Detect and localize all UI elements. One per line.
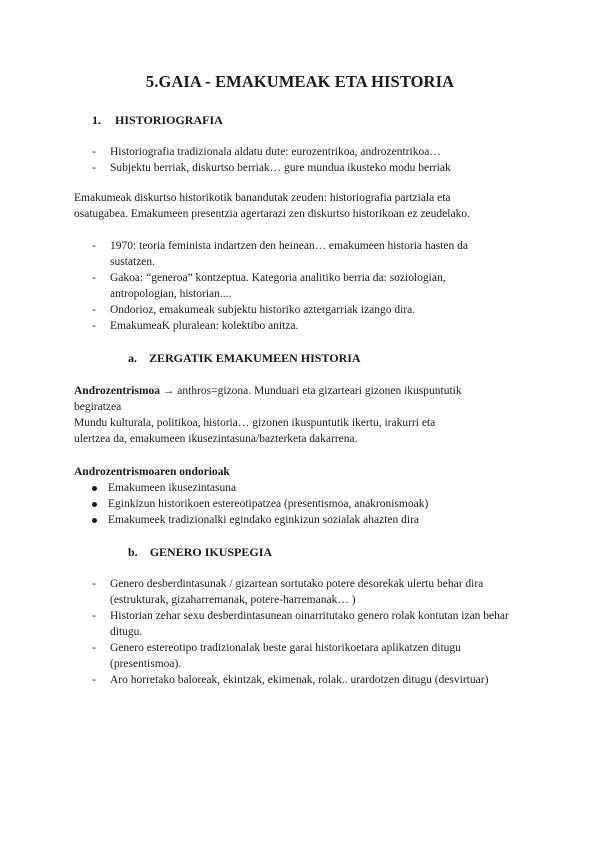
dash-mark: - bbox=[92, 578, 96, 590]
definition-text: → anthros=gizona. Munduari eta gizarteari gizonen ikuspuntutik begiratzea bbox=[74, 385, 462, 413]
list-item: - Genero desberdintasunak / gizartean sortutako potere desorekak ulertu behar dira (estrukturak, gizaharremanak, potere-harremanak… ) bbox=[92, 578, 484, 606]
definition-term: Androzentrismoa bbox=[74, 385, 161, 397]
list-item: - Gakoa: “generoa” kontzeptua. Kategoria analitiko berria da: soziologian, antropologian, historian.... bbox=[92, 272, 446, 300]
androzentrismoa-paragraph: Mundu kulturala, politikoa, historia… gizonen ikuspuntutik ikertu, irakurri eta ulertzea da, emakumeen ikusezintasuna/bazterketa dakarrena. bbox=[74, 417, 436, 445]
section-1-title: HISTORIOGRAFIA bbox=[115, 113, 223, 127]
dash-mark: - bbox=[92, 272, 96, 284]
dash-mark: - bbox=[92, 674, 96, 686]
section-b-heading bbox=[128, 544, 272, 560]
list-item: - 1970: teoria feminista indartzen den heinean… emakumeen historia hasten da sustatzen. bbox=[92, 240, 468, 268]
section-1-paragraph: Emakumeak diskurtso historikotik banandutak zeuden: historiografia partziala eta osatugabea. Emakumeen presentzia agertarazi zen diskurtso historikoan ez zeudelako. bbox=[74, 192, 470, 220]
bullet-icon bbox=[92, 486, 97, 491]
dash-mark: - bbox=[92, 642, 96, 654]
page-title: 5.GAIA - EMAKUMEAK ETA HISTORIA bbox=[145, 72, 455, 91]
list-item: Emakumeek tradizionalki egindako eginkizun sozialak ahazten dira bbox=[92, 512, 492, 528]
bullet-icon bbox=[92, 518, 97, 523]
list-item: - Ondorioz, emakumeak subjektu historiko aztergarriak izango dira. bbox=[92, 304, 416, 316]
section-b-title: GENERO IKUSPEGIA bbox=[149, 545, 273, 559]
list-item: - Historiografia tradizionala aldatu dute: eurozentrikoa, androzentrikoa… bbox=[92, 146, 441, 158]
consequences-heading: Androzentrismoaren ondorioak bbox=[74, 466, 230, 478]
androzentrismoa-definition bbox=[74, 383, 464, 415]
list-item: - Aro horretako baloreak, ekintzak, ekimenak, rolak.. urardotzen ditugu (desvirtuar) bbox=[92, 674, 489, 686]
list-item: Eginkizun historikoen estereotipatzea (presentismoa, anakronismoak) bbox=[92, 496, 492, 512]
section-1-list bbox=[92, 144, 512, 176]
dash-mark: - bbox=[92, 240, 96, 252]
bullet-icon bbox=[92, 502, 97, 507]
dash-mark: - bbox=[92, 146, 96, 158]
dash-mark: - bbox=[92, 610, 96, 622]
consequences-list bbox=[92, 480, 492, 528]
section-a-letter: a. bbox=[128, 351, 137, 365]
section-a-heading bbox=[128, 350, 361, 366]
section-1-heading bbox=[92, 112, 223, 128]
section-b-letter: b. bbox=[128, 545, 138, 559]
list-item: - EmakumeaK pluralean: kolektibo anitza. bbox=[92, 320, 299, 332]
dash-mark: - bbox=[92, 162, 96, 174]
list-item: Emakumeen ikusezintasuna bbox=[92, 480, 492, 496]
section-a-title: ZERGATIK EMAKUMEEN HISTORIA bbox=[149, 351, 361, 365]
list-item: - Historian zehar sexu desberdintasunean oinarritutako genero rolak kontutan izan behar ditugu. bbox=[92, 610, 509, 638]
section-1-list-2 bbox=[92, 238, 472, 334]
dash-mark: - bbox=[92, 304, 96, 316]
section-b-list bbox=[92, 576, 512, 688]
list-item: - Subjektu berriak, diskurtso berriak… gure mundua ikusteko modu berriak bbox=[92, 162, 451, 174]
section-1-number: 1. bbox=[92, 113, 101, 127]
dash-mark: - bbox=[92, 320, 96, 332]
list-item: - Genero estereotipo tradizionalak beste garai historikoetara aplikatzen ditugu (presentismoa). bbox=[92, 642, 461, 670]
